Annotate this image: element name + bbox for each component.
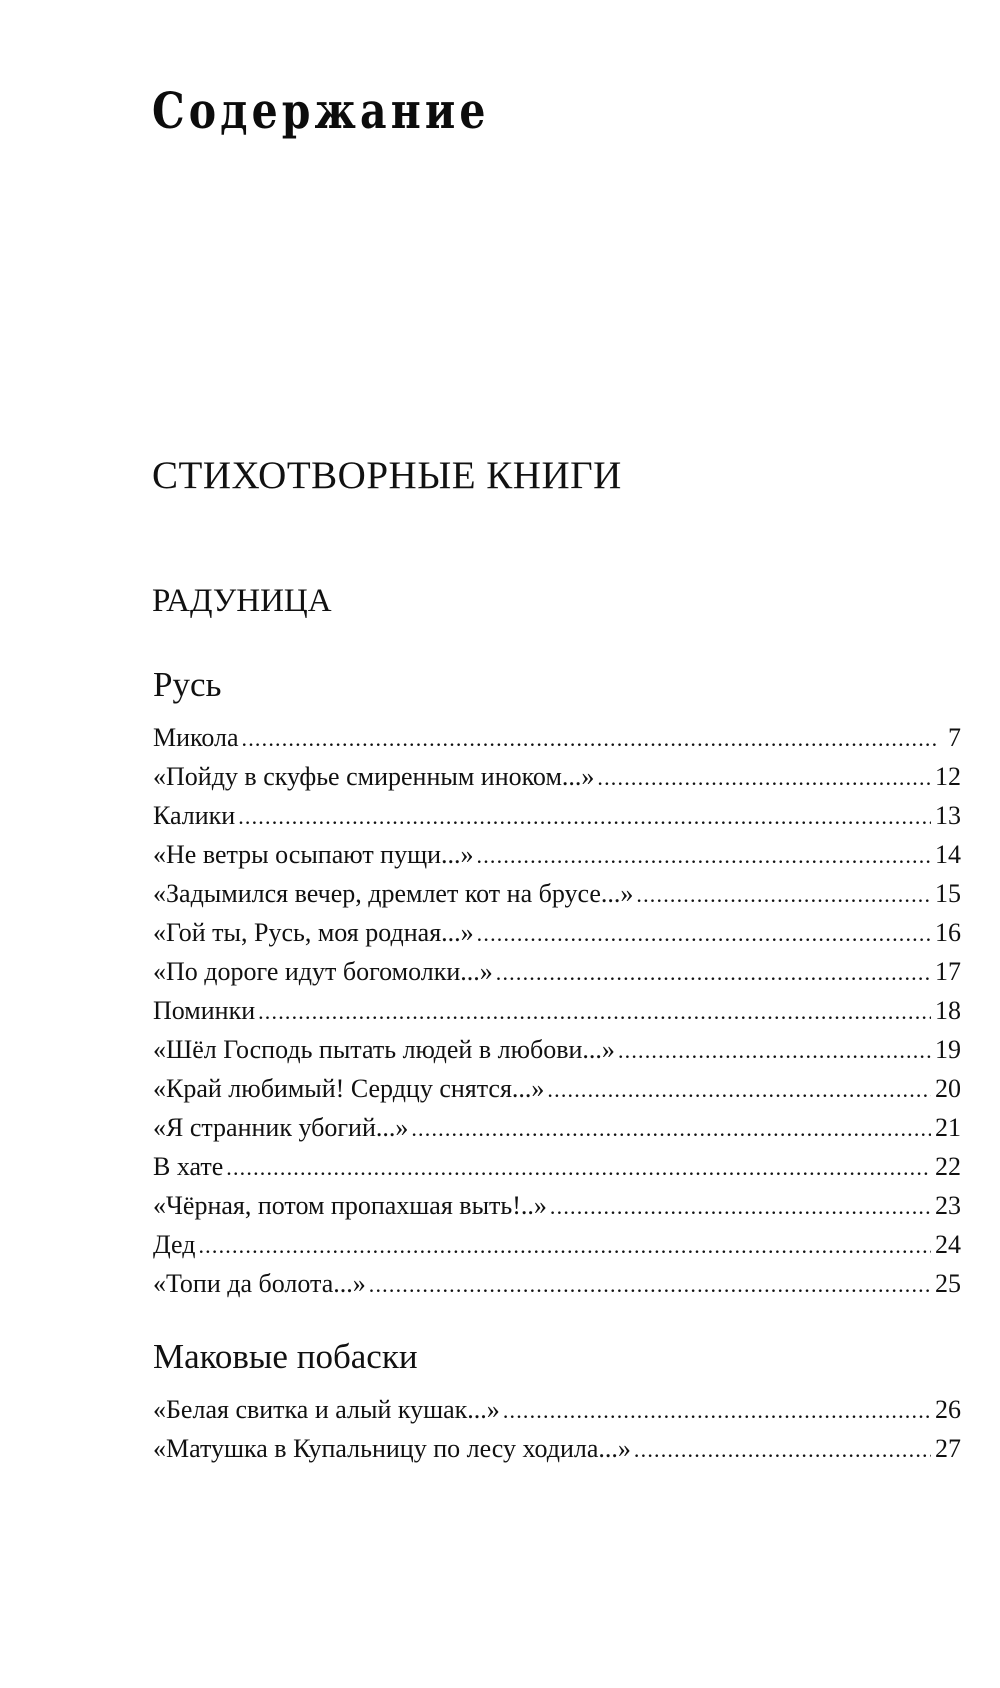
toc-entry — [153, 835, 961, 874]
dot-leader — [503, 1391, 931, 1430]
toc-entry — [153, 952, 961, 991]
toc-entry-page: 20 — [935, 1074, 961, 1103]
toc-entry-title: «По дороге идут богомолки...» — [153, 957, 493, 986]
toc-entry-page: 25 — [935, 1269, 961, 1298]
toc-entry-title: Поминки — [153, 996, 256, 1025]
dot-leader — [198, 1226, 931, 1265]
dot-leader — [550, 1187, 931, 1226]
toc-entry-page: 12 — [935, 762, 961, 791]
dot-leader — [618, 1031, 931, 1070]
toc-entry-page: 24 — [935, 1230, 961, 1259]
book-heading: РАДУНИЦА — [152, 583, 332, 619]
toc-entry-page: 14 — [935, 840, 961, 869]
dot-leader — [242, 719, 937, 758]
toc-list-makovye-pobaski — [153, 1390, 961, 1468]
toc-entry — [153, 718, 961, 757]
toc-entry — [153, 757, 961, 796]
toc-entry — [153, 796, 961, 835]
toc-entry-title: «Топи да болота...» — [153, 1269, 366, 1298]
toc-entry — [153, 1186, 961, 1225]
dot-leader — [547, 1070, 931, 1109]
toc-entry-title: «Чёрная, потом пропахшая выть!..» — [153, 1191, 547, 1220]
toc-entry-title: «Белая свитка и алый кушак...» — [153, 1395, 500, 1424]
toc-entry-title: «Задымился вечер, дремлет кот на брусе...» — [153, 879, 634, 908]
toc-entry-page: 7 — [948, 723, 961, 752]
toc-entry-page: 27 — [935, 1434, 961, 1463]
toc-entry-title: «Я странник убогий...» — [153, 1113, 409, 1142]
part-heading: СТИХОТВОРНЫЕ КНИГИ — [152, 454, 622, 497]
dot-leader — [477, 836, 931, 875]
toc-entry — [153, 874, 961, 913]
dot-leader — [496, 953, 931, 992]
toc-entry-title: «Пойду в скуфье смиренным иноком...» — [153, 762, 595, 791]
toc-entry-page: 23 — [935, 1191, 961, 1220]
dot-leader — [634, 1430, 931, 1469]
toc-entry-title: Калики — [153, 801, 236, 830]
toc-entry-title: Дед — [153, 1230, 196, 1259]
page-title: Содержание — [152, 81, 490, 140]
toc-entry — [153, 1429, 961, 1468]
section-heading: Русь — [153, 665, 222, 704]
toc-entry-page: 22 — [935, 1152, 961, 1181]
toc-entry-page: 21 — [935, 1113, 961, 1142]
toc-entry — [153, 1225, 961, 1264]
toc-list-rus — [153, 718, 961, 1303]
dot-leader — [226, 1148, 931, 1187]
dot-leader — [369, 1265, 931, 1304]
toc-entry-page: 15 — [935, 879, 961, 908]
toc-entry — [153, 991, 961, 1030]
toc-entry — [153, 1030, 961, 1069]
toc-entry-title: В хате — [153, 1152, 224, 1181]
dot-leader — [238, 797, 931, 836]
dot-leader — [477, 914, 931, 953]
dot-leader — [597, 758, 931, 797]
toc-entry-title: «Шёл Господь пытать людей в любови...» — [153, 1035, 615, 1064]
toc-entry — [153, 1390, 961, 1429]
dot-leader — [411, 1109, 931, 1148]
section-heading: Маковые побаски — [153, 1337, 418, 1376]
toc-entry-title: «Не ветры осыпают пущи...» — [153, 840, 474, 869]
toc-entry-page: 18 — [935, 996, 961, 1025]
toc-entry — [153, 1108, 961, 1147]
toc-entry-title: «Матушка в Купальницу по лесу ходила...» — [153, 1434, 631, 1463]
toc-entry-title: «Край любимый! Сердцу снятся...» — [153, 1074, 545, 1103]
dot-leader — [258, 992, 931, 1031]
toc-entry — [153, 1264, 961, 1303]
toc-entry — [153, 1147, 961, 1186]
toc-entry-page: 26 — [935, 1395, 961, 1424]
toc-entry — [153, 913, 961, 952]
toc-entry-page: 19 — [935, 1035, 961, 1064]
toc-entry-page: 16 — [935, 918, 961, 947]
dot-leader — [636, 875, 931, 914]
toc-entry-page: 13 — [935, 801, 961, 830]
toc-entry — [153, 1069, 961, 1108]
toc-entry-title: «Гой ты, Русь, моя родная...» — [153, 918, 474, 947]
toc-entry-title: Микола — [153, 723, 239, 752]
toc-entry-page: 17 — [935, 957, 961, 986]
